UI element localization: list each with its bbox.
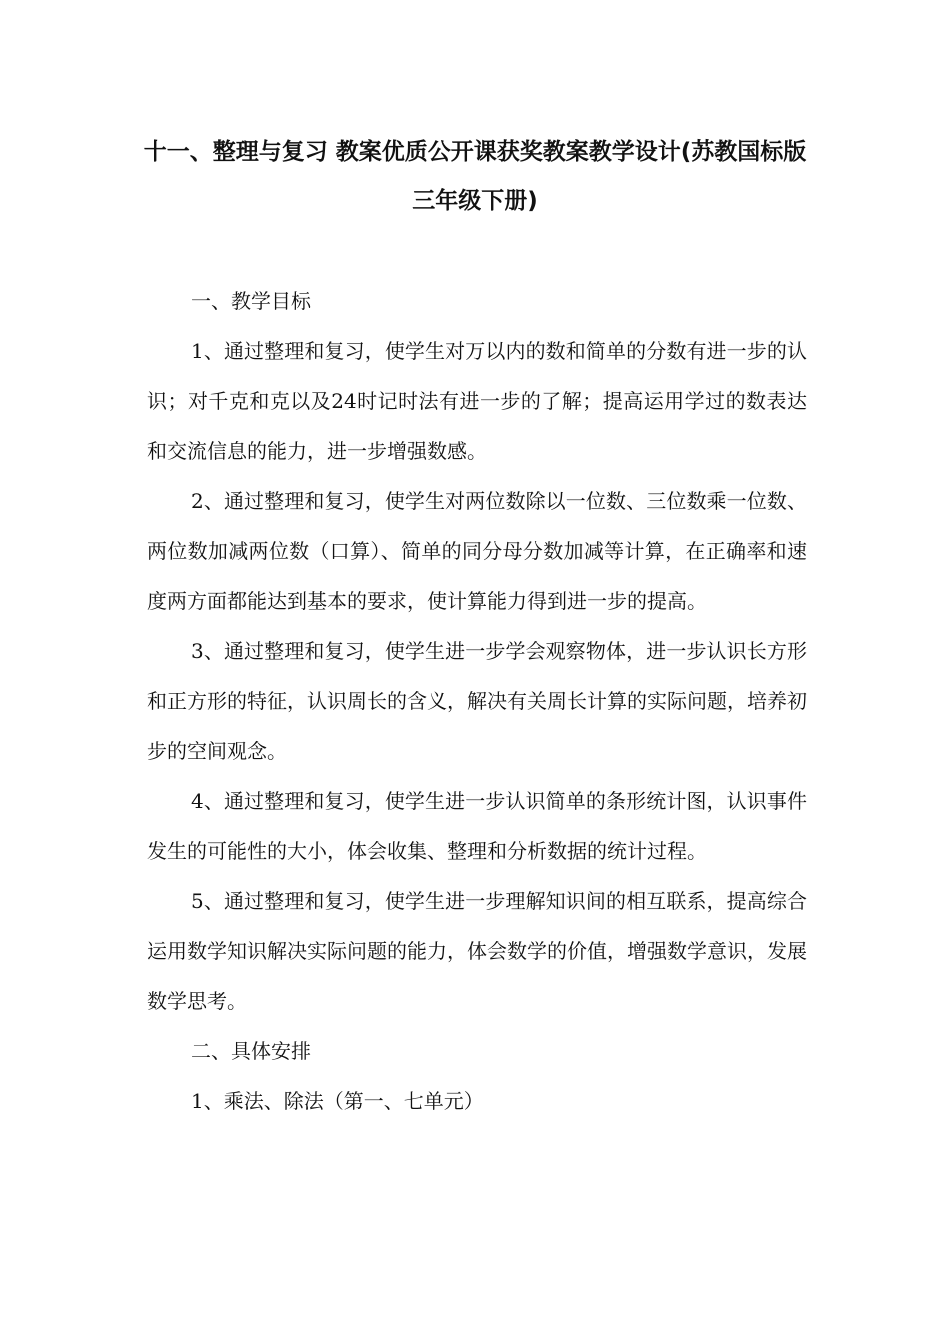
objective-paragraph-2: 2、通过整理和复习，使学生对两位数除以一位数、三位数乘一位数、两位数加减两位数（口算）、简单的同分母分数加减等计算，在正确率和速度两方面都能达到基本的要求，使计算能力得到进一步的提高。 (147, 489, 807, 613)
objective-paragraph-4: 4、通过整理和复习，使学生进一步认识简单的条形统计图，认识事件发生的可能性的大小，体会收集、整理和分析数据的统计过程。 (147, 789, 807, 863)
objective-paragraph-5: 5、通过整理和复习，使学生进一步理解知识间的相互联系，提高综合运用数学知识解决实际问题的能力，体会数学的价值，增强数学意识，发展数学思考。 (147, 889, 807, 1013)
arrangement-item-1: 1、乘法、除法（第一、七单元） (191, 1089, 484, 1113)
objective-paragraph-1: 1、通过整理和复习，使学生对万以内的数和简单的分数有进一步的认识；对千克和克以及24时记时法有进一步的了解；提高运用学过的数表达和交流信息的能力，进一步增强数感。 (147, 339, 807, 463)
section-heading-teaching-objectives: 一、教学目标 (191, 289, 311, 313)
document-body (147, 276, 807, 1126)
objective-paragraph-3: 3、通过整理和复习，使学生进一步学会观察物体，进一步认识长方形和正方形的特征，认识周长的含义，解决有关周长计算的实际问题，培养初步的空间观念。 (147, 639, 807, 763)
document-title-line-2: 三年级下册) (412, 188, 538, 214)
document-title-line-1: 十一、整理与复习 教案优质公开课获奖教案教学设计(苏教国标版 (143, 139, 807, 165)
section-heading-arrangement: 二、具体安排 (191, 1039, 311, 1063)
